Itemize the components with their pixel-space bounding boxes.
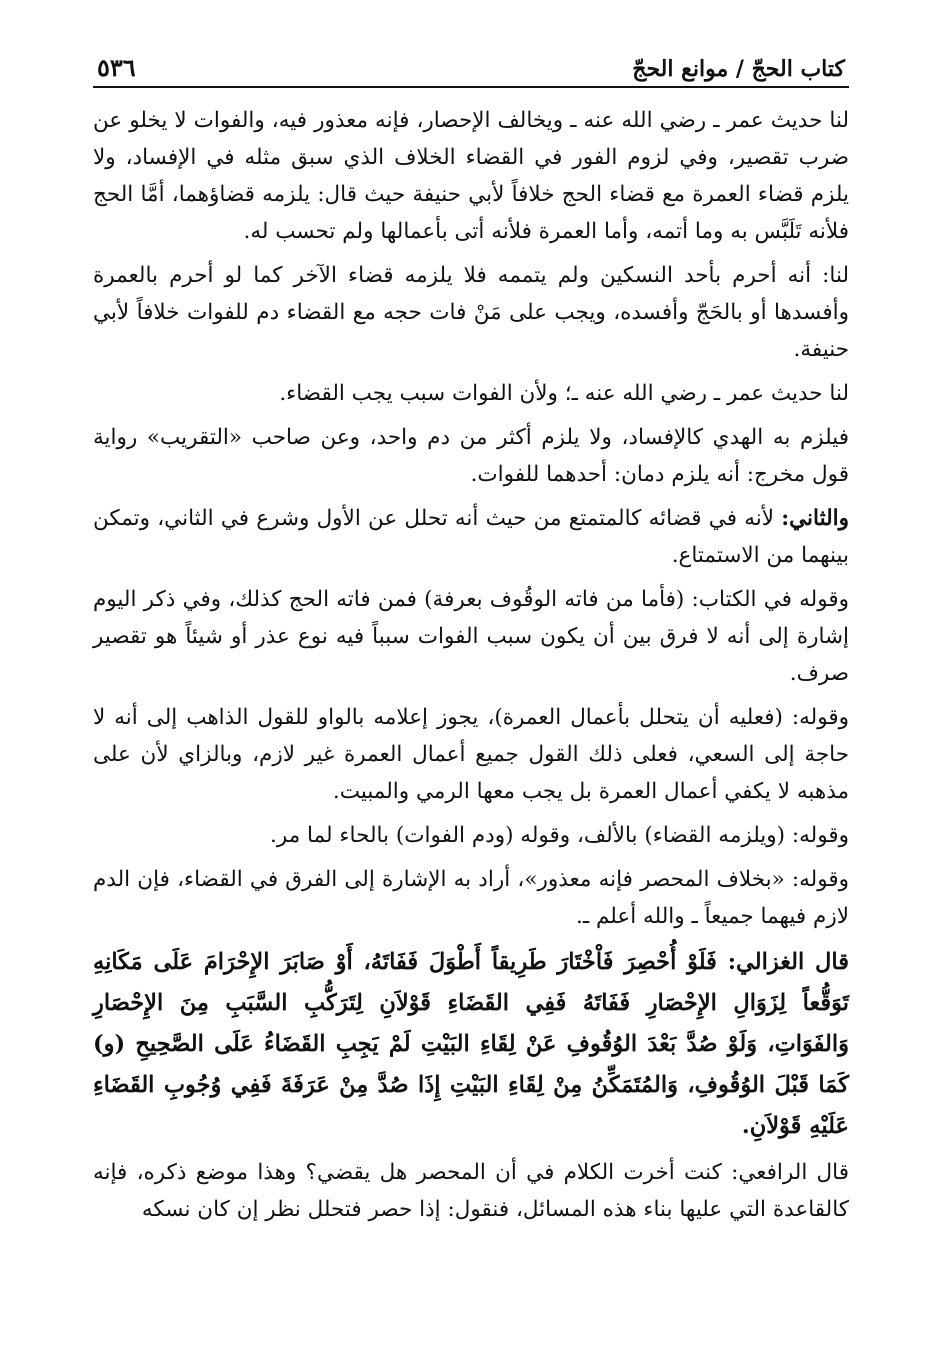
paragraph-text: لأنه في قضائه كالمتمتع من حيث أنه تحلل عن الأول وشرع في الثاني، وتمكن بينهما من الاستمتاع. (93, 506, 849, 568)
paragraph (93, 500, 849, 574)
paragraph: فيلزم به الهدي كالإفساد، ولا يلزم أكثر من دم واحد، وعن صاحب «التقريب» رواية قول مخرج: أنه يلزم دمان: أحدهما للفوات. (93, 425, 849, 487)
paragraph-lead: والثاني: (781, 506, 849, 531)
running-header (93, 40, 849, 88)
paragraph: قال الرافعي: كنت أخرت الكلام في أن المحصر هل يقضي؟ وهذا موضع ذكره، فإنه كالقاعدة التي عليها بناء هذه المسائل، فنقول: إذا حصر فتحلل نظر إن كان نسكه (93, 1160, 849, 1222)
paragraph: لنا حديث عمر ـ رضي الله عنه ـ ويخالف الإحصار، فإنه معذور فيه، والفوات لا يخلو عن ضرب تقصير، وفي لزوم الفور في القضاء الخلاف الذي سبق مثله في الإفساد، ولا يلزم قضاء العمرة مع قضاء الحج خلافاً لأبي حنيفة حيث قال: يلزمه قضاؤهما، أمَّا الحج فلأنه تَلَبَّس به وما أتمه، وأما العمرة فلأنه أتى بأعمالها ولم تحسب له. (93, 108, 849, 244)
paragraph: وقوله: «بخلاف المحصر فإنه معذور»، أراد به الإشارة إلى الفرق في القضاء، فإن الدم لازم فيهما جميعاً ـ والله أعلم ـ. (93, 867, 849, 929)
page-number: ٥٣٦ (97, 53, 136, 82)
page-body (93, 102, 849, 1228)
paragraph: لنا: أنه أحرم بأحد النسكين ولم يتممه فلا يلزمه قضاء الآخر كما لو أحرم بالعمرة وأفسدها أو بالحَجّ وأفسده، ويجب على مَنْ فات حجه مع القضاء دم للفوات خلافاً لأبي حنيفة. (93, 263, 849, 362)
paragraph: وقوله: (فعليه أن يتحلل بأعمال العمرة)، يجوز إعلامه بالواو للقول الذاهب إلى أنه لا حاجة إلى السعي، فعلى ذلك القول جميع أعمال العمرة غير لازم، وبالزاي لأن على مذهبه لا يكفي أعمال العمرة بل يجب معها الرمي والمبيت. (93, 705, 849, 804)
paragraph: لنا حديث عمر ـ رضي الله عنه ـ؛ ولأن الفوات سبب يجب القضاء. (279, 381, 849, 406)
document-page (93, 40, 849, 1235)
paragraph: وقوله في الكتاب: (فأما من فاته الوقُوف بعرفة) فمن فاته الحج كذلك، وفي ذكر اليوم إشارة إلى أنه لا فرق بين أن يكون سبب الفوات سبباً فيه نوع عذر أو شيئاً هو تقصير صرف. (93, 587, 849, 686)
paragraph: وقوله: (ويلزمه القضاء) بالألف، وقوله (ودم الفوات) بالحاء لما مر. (270, 823, 849, 848)
quoted-matn-paragraph: قال الغزالي: فَلَوْ أُحْصِرَ فَاْخْتَارَ طَرِيقاً أَطْوَلَ فَفَاتَهُ، أَوْ صَابَرَ الإِحْرَامَ عَلَى مَكَانِهِ تَوَقُّعاً لِزَوَالِ الإِحْصَارِ فَفَاتَهُ فَفِي القَضَاءِ قَوْلاَنِ لِتَرَكُّبِ السَّبَبِ مِنَ الإِحْصَارِ وَالفَوَاتِ، وَلَوْ صُدَّ بَعْدَ الوُقُوفِ عَنْ لِقَاءِ البَيْتِ لَمْ يَجِبِ القَضَاءُ عَلَى الصَّحِيحِ (و) كَمَا قَبْلَ الوُقُوفِ، وَالمُتَمَكِّنُ مِنْ لِقَاءِ البَيْتِ إِذَا صُدَّ مِنْ عَرَفَةَ فَفِي وُجُوبِ القَضَاءِ عَلَيْهِ قَوْلاَنِ. (93, 949, 849, 1139)
chapter-title: كتاب الحجّ / موانع الحجّ (632, 56, 845, 82)
